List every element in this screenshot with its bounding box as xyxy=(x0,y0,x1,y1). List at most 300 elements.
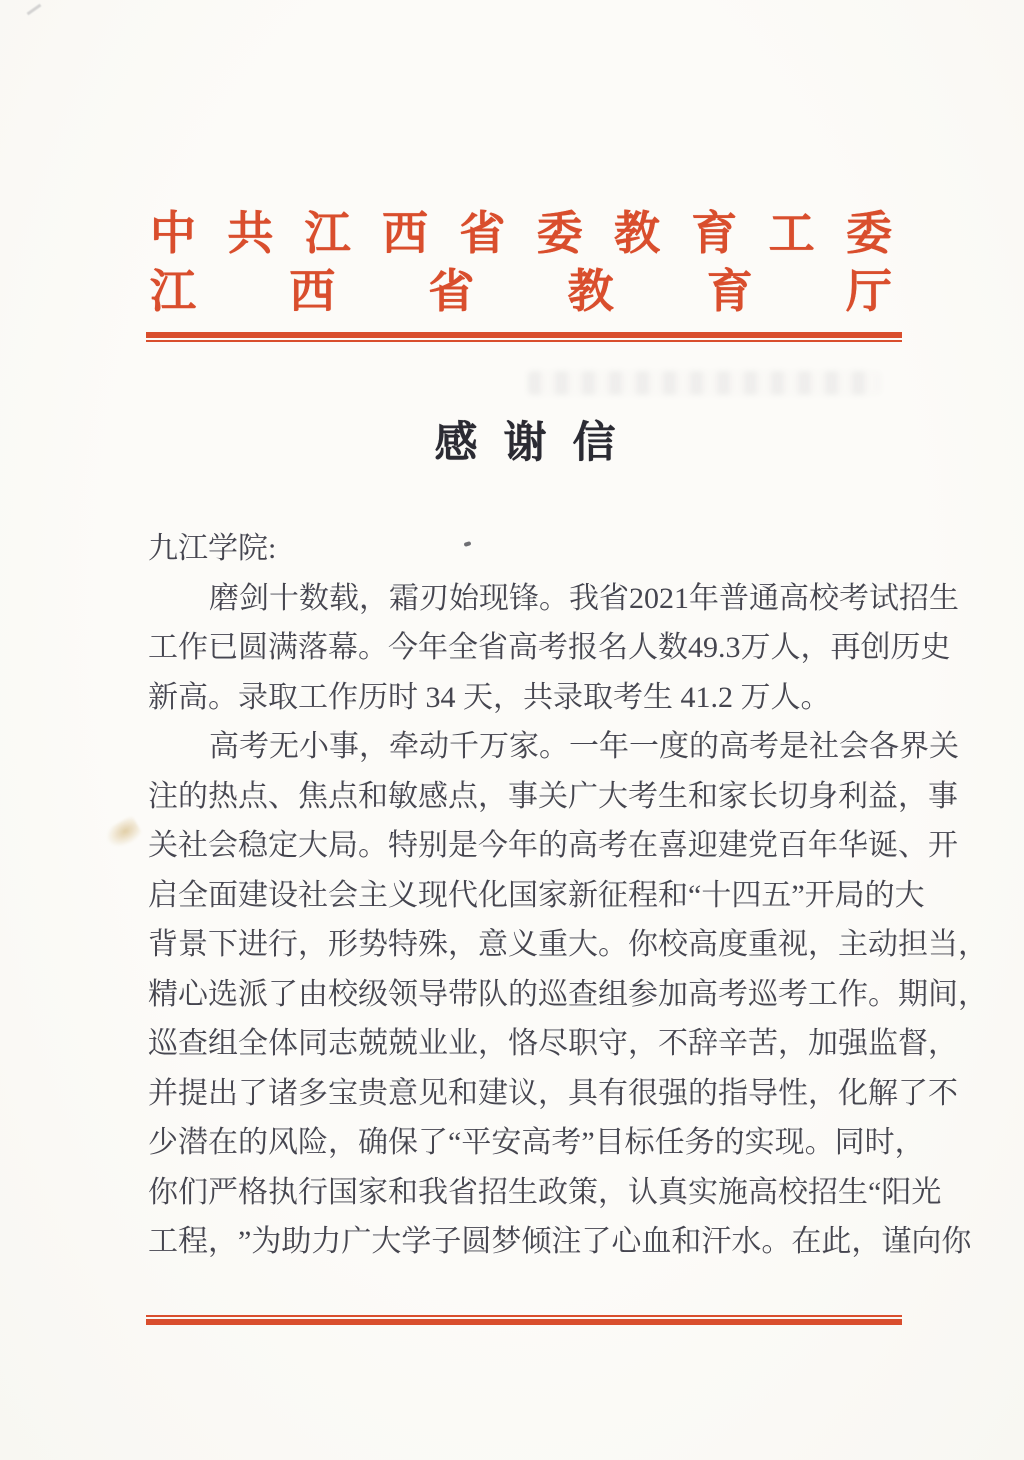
glyph-token: 已 xyxy=(208,631,238,664)
glyph-token: 时 xyxy=(864,1126,895,1159)
glyph-token: 事 xyxy=(329,730,359,763)
glyph-token: 界 xyxy=(899,730,929,763)
glyph-token: 征 xyxy=(598,878,628,912)
glyph-token: 精 xyxy=(148,977,178,1011)
glyph-token: 的 xyxy=(688,1076,718,1110)
glyph-token: 创 xyxy=(860,631,891,664)
body-line-14 xyxy=(148,1217,972,1267)
glyph-token: 和 xyxy=(448,1076,478,1110)
glyph-token: 间 xyxy=(928,977,958,1011)
glyph-token: 大 xyxy=(298,829,328,862)
glyph-token: 和 xyxy=(671,1225,702,1258)
glyph-token: 在 xyxy=(208,1126,238,1159)
glyph-token: 剑 xyxy=(239,581,269,615)
glyph-token: 幕 xyxy=(328,631,358,664)
glyph-token: 具 xyxy=(568,1076,598,1110)
glyph-token: 利 xyxy=(838,779,868,813)
glyph-token: 苦 xyxy=(748,1027,778,1060)
glyph-token: 你 xyxy=(148,1175,178,1209)
glyph-token: 强 xyxy=(658,1076,688,1110)
glyph-token: 同 xyxy=(298,1027,328,1060)
glyph-token: 年 xyxy=(508,829,538,862)
glyph-token: 考 xyxy=(538,631,568,664)
glyph-token: 人 xyxy=(628,631,658,664)
glyph-token: 行 xyxy=(268,928,298,961)
glyph-token: ， xyxy=(359,730,389,763)
glyph-token: 开 xyxy=(804,878,835,912)
salutation: 九江学院: xyxy=(148,532,277,565)
glyph-token: 牵 xyxy=(389,730,419,763)
glyph-token: 。 xyxy=(358,631,388,664)
glyph-token: 高 xyxy=(521,1126,552,1159)
glyph-token: 级 xyxy=(358,977,388,1011)
glyph-token: 组 xyxy=(208,1027,238,1060)
glyph-token: 职 xyxy=(568,1027,598,1060)
glyph-token: 十 xyxy=(701,878,732,912)
glyph-token: 动 xyxy=(868,928,898,961)
glyph-token: 高 xyxy=(209,730,239,763)
glyph-token: 招 xyxy=(899,581,929,615)
glyph-token: 关 xyxy=(929,730,959,763)
glyph-token: 政 xyxy=(538,1175,568,1209)
glyph-token: 省 xyxy=(599,581,629,615)
glyph-token: 。 xyxy=(868,977,898,1011)
glyph-token: 建 xyxy=(478,1076,508,1110)
glyph-token: 派 xyxy=(238,977,268,1011)
glyph-token: 注 xyxy=(551,1225,582,1258)
glyph-token: 查 xyxy=(178,1027,208,1060)
glyph-token: 家 xyxy=(538,878,568,912)
glyph-token: 厅 xyxy=(845,265,892,317)
glyph-token: 作 xyxy=(178,631,208,664)
glyph-token: 考 xyxy=(598,829,628,862)
glyph-token: 大 xyxy=(371,1225,402,1258)
glyph-token: 全 xyxy=(178,878,208,912)
glyph-token: 强 xyxy=(838,1027,868,1060)
glyph-token: 梦 xyxy=(491,1225,522,1258)
glyph-token: 贵 xyxy=(358,1076,388,1110)
glyph-token: 试 xyxy=(869,581,899,615)
glyph-token: 人 xyxy=(770,631,801,664)
glyph-token: 动 xyxy=(419,730,449,763)
glyph-token: 体 xyxy=(268,1027,298,1060)
glyph-token: 教 xyxy=(613,208,660,259)
glyph-token: 高 xyxy=(719,730,749,763)
glyph-token: 形 xyxy=(328,928,358,961)
glyph-token: 义 xyxy=(388,878,418,912)
glyph-token: 广 xyxy=(341,1225,372,1258)
glyph-token: 年 xyxy=(599,730,629,763)
glyph-token: 特 xyxy=(388,928,418,961)
glyph-token: 数 xyxy=(658,631,688,664)
glyph-token: 向 xyxy=(911,1225,942,1258)
glyph-token: 切 xyxy=(778,779,808,813)
glyph-token: 喜 xyxy=(658,829,688,862)
glyph-token: 参 xyxy=(628,977,658,1011)
glyph-token: 守 xyxy=(598,1027,628,1060)
header-rule-thin-line xyxy=(146,340,902,342)
glyph-token: 议 xyxy=(508,1076,538,1110)
glyph-token: 监 xyxy=(868,1027,898,1060)
glyph-token: 热 xyxy=(208,779,238,813)
glyph-token: 启 xyxy=(148,878,178,912)
glyph-token: 考 xyxy=(839,581,869,615)
glyph-token: 工 xyxy=(808,977,838,1011)
glyph-token: ， xyxy=(778,1027,808,1060)
glyph-token: 不 xyxy=(658,1027,688,1060)
glyph-token: 高 xyxy=(568,829,598,862)
glyph-token: 险 xyxy=(298,1126,328,1159)
glyph-token: 心 xyxy=(611,1225,642,1258)
glyph-token: 始 xyxy=(449,581,479,615)
glyph-token: 现 xyxy=(479,581,509,615)
glyph-token: 霜 xyxy=(389,581,419,615)
glyph-token: 共 xyxy=(227,208,274,259)
glyph-token: 生 xyxy=(658,779,688,813)
glyph-token: 程 xyxy=(178,1225,208,1258)
glyph-token: 满 xyxy=(268,631,298,664)
glyph-token: 度 xyxy=(718,928,748,961)
glyph-token: 社 xyxy=(809,730,839,763)
glyph-token: 心 xyxy=(178,977,208,1011)
glyph-token: 校 xyxy=(658,928,688,961)
glyph-token: 长 xyxy=(748,779,778,813)
glyph-token: 巡 xyxy=(538,977,568,1011)
body-line-13 xyxy=(148,1168,942,1218)
glyph-token: 省 xyxy=(459,208,506,259)
glyph-token: 的 xyxy=(714,1126,745,1159)
glyph-token: 目 xyxy=(594,1126,625,1159)
glyph-token: 会 xyxy=(839,730,869,763)
ink-bleedthrough-smudge xyxy=(528,371,880,395)
glyph-token: 会 xyxy=(208,829,238,862)
glyph-token: 任 xyxy=(654,1126,685,1159)
glyph-token: 考 xyxy=(239,730,269,763)
glyph-token: 全 xyxy=(238,1027,268,1060)
glyph-token: 程 xyxy=(628,878,658,912)
glyph-token: 数 xyxy=(299,581,329,615)
glyph-token: 通 xyxy=(749,581,779,615)
glyph-token: 行 xyxy=(298,1175,328,1209)
glyph-token: 现 xyxy=(418,878,448,912)
glyph-token: 力 xyxy=(311,1225,342,1258)
glyph-token: 选 xyxy=(208,977,238,1011)
glyph-token: 校 xyxy=(809,581,839,615)
glyph-token: 、 xyxy=(268,779,298,813)
glyph-token: 潜 xyxy=(178,1126,208,1159)
glyph-token: 谢 xyxy=(503,420,547,467)
glyph-token: 此 xyxy=(821,1225,852,1258)
glyph-token: 意 xyxy=(388,1076,418,1110)
body-line-9 xyxy=(148,970,988,1020)
glyph-token: 为 xyxy=(251,1225,282,1258)
glyph-token: 同 xyxy=(834,1126,865,1159)
glyph-token: 和 xyxy=(358,779,388,813)
glyph-token: 高 xyxy=(688,928,718,961)
body-line-12 xyxy=(148,1118,925,1168)
glyph-token: 敏 xyxy=(388,779,418,813)
glyph-token: 省 xyxy=(478,631,508,664)
glyph-token: 大 xyxy=(894,878,925,912)
glyph-token: 宝 xyxy=(328,1076,358,1110)
glyph-token: 中 xyxy=(150,208,196,259)
glyph-token: 生 xyxy=(838,1175,868,1209)
glyph-token: 作 xyxy=(838,977,868,1011)
glyph-token: 49.3 xyxy=(688,631,741,664)
glyph-token: 工 xyxy=(148,1225,178,1258)
glyph-token: 家 xyxy=(509,730,539,763)
glyph-token: 社 xyxy=(178,829,208,862)
glyph-token: 江 xyxy=(150,265,196,317)
glyph-token: 稳 xyxy=(238,829,268,862)
glyph-token: 巡 xyxy=(748,977,778,1011)
glyph-token: 的 xyxy=(238,1126,268,1159)
glyph-token: 志 xyxy=(328,1027,358,1060)
glyph-token: 家 xyxy=(358,1175,388,1209)
glyph-token: 建 xyxy=(238,878,268,912)
glyph-token: 殊 xyxy=(418,928,448,961)
glyph-token: 景 xyxy=(178,928,208,961)
glyph-token: 委 xyxy=(536,208,583,259)
glyph-token: 高 xyxy=(688,977,718,1011)
glyph-token: 我 xyxy=(569,581,599,615)
glyph-token: 导 xyxy=(418,977,448,1011)
glyph-token: 平 xyxy=(461,1126,492,1159)
glyph-token: 谨 xyxy=(881,1225,912,1258)
glyph-token: 进 xyxy=(238,928,268,961)
glyph-token: 局 xyxy=(328,829,358,862)
glyph-token: 化 xyxy=(478,878,508,912)
glyph-token: 由 xyxy=(298,977,328,1011)
glyph-token: 全 xyxy=(448,631,478,664)
glyph-token: 感 xyxy=(434,420,478,467)
glyph-token: 面 xyxy=(208,878,238,912)
glyph-token: 背 xyxy=(148,928,178,961)
glyph-token: 汗 xyxy=(701,1225,732,1258)
glyph-token: 一 xyxy=(569,730,599,763)
glyph-token: 考 xyxy=(551,1126,582,1159)
glyph-token: 育 xyxy=(706,265,753,317)
glyph-token: 千 xyxy=(449,730,479,763)
glyph-token: 尽 xyxy=(538,1027,568,1060)
glyph-token: 。 xyxy=(598,928,628,961)
glyph-token: ， xyxy=(359,581,389,615)
glyph-token: 是 xyxy=(448,829,478,862)
glyph-token: 史 xyxy=(920,631,951,664)
glyph-token: ” xyxy=(791,878,805,912)
glyph-token: 光 xyxy=(911,1175,942,1209)
body-line-10 xyxy=(148,1019,958,1069)
glyph-token: 和 xyxy=(658,878,688,912)
glyph-token: 名 xyxy=(598,631,628,664)
glyph-token: 血 xyxy=(641,1225,672,1258)
glyph-token: 别 xyxy=(418,829,448,862)
glyph-token: 育 xyxy=(691,208,738,259)
glyph-token: 工 xyxy=(768,208,815,259)
glyph-token: 工 xyxy=(148,631,178,664)
glyph-token: ， xyxy=(958,928,988,961)
glyph-token: 领 xyxy=(388,977,418,1011)
glyph-token: 的 xyxy=(864,878,895,912)
glyph-token: ， xyxy=(800,631,831,664)
glyph-token: 施 xyxy=(718,1175,748,1209)
glyph-token: 解 xyxy=(868,1076,898,1110)
glyph-token: 实 xyxy=(744,1126,775,1159)
glyph-token: 子 xyxy=(431,1225,462,1258)
glyph-token: 信 xyxy=(572,420,616,467)
glyph-token: 助 xyxy=(281,1225,312,1258)
glyph-token: 注 xyxy=(148,779,178,813)
glyph-token: 策 xyxy=(568,1175,598,1209)
glyph-token: 万 xyxy=(740,631,771,664)
glyph-token: 主 xyxy=(838,928,868,961)
glyph-token: 导 xyxy=(748,1076,778,1110)
glyph-token: 少 xyxy=(148,1126,178,1159)
glyph-token: 西 xyxy=(381,208,428,259)
document-title xyxy=(0,420,1024,467)
scan-scratch-mark xyxy=(27,4,42,16)
glyph-token: 华 xyxy=(838,829,868,862)
glyph-token: 指 xyxy=(718,1076,748,1110)
glyph-token: 大 xyxy=(598,779,628,813)
glyph-token: 度 xyxy=(659,730,689,763)
glyph-token: 今 xyxy=(388,631,418,664)
glyph-token: “ xyxy=(688,878,702,912)
glyph-token: “ xyxy=(448,1126,462,1159)
glyph-token: 年 xyxy=(808,829,838,862)
glyph-token: “ xyxy=(868,1175,882,1209)
body-line-5 xyxy=(148,772,958,822)
glyph-token: 事 xyxy=(508,779,538,813)
glyph-token: 巡 xyxy=(148,1027,178,1060)
glyph-token: 年 xyxy=(689,581,719,615)
glyph-token: 事 xyxy=(928,779,958,813)
glyph-token: 。 xyxy=(358,829,388,862)
glyph-token: 教 xyxy=(567,265,614,317)
glyph-token: ” xyxy=(581,1126,595,1159)
glyph-token: 设 xyxy=(268,878,298,912)
glyph-token: ， xyxy=(808,928,838,961)
glyph-token: 期 xyxy=(898,977,928,1011)
glyph-token: 辞 xyxy=(688,1027,718,1060)
glyph-token: 党 xyxy=(748,829,778,862)
glyph-token: 落 xyxy=(298,631,328,664)
glyph-token: 带 xyxy=(448,977,478,1011)
glyph-token: 是 xyxy=(779,730,809,763)
letterhead-line-2 xyxy=(150,266,892,318)
glyph-token: ， xyxy=(894,1126,925,1159)
glyph-token: 的 xyxy=(689,730,719,763)
glyph-token: 诸 xyxy=(268,1076,298,1110)
glyph-token: 保 xyxy=(388,1126,418,1159)
glyph-token: 五 xyxy=(761,878,792,912)
glyph-token: 大 xyxy=(568,928,598,961)
glyph-token: 报 xyxy=(568,631,598,664)
glyph-token: 考 xyxy=(718,977,748,1011)
glyph-token: 标 xyxy=(624,1126,655,1159)
body-line-1 xyxy=(148,574,959,624)
glyph-token: 意 xyxy=(478,928,508,961)
glyph-token: ” xyxy=(238,1225,252,1258)
glyph-token: 四 xyxy=(731,878,762,912)
letterhead-line-1 xyxy=(150,208,892,260)
glyph-token: ， xyxy=(478,1027,508,1060)
glyph-token: ， xyxy=(538,1076,568,1110)
glyph-token: 视 xyxy=(778,928,808,961)
glyph-token: 当 xyxy=(928,928,958,961)
glyph-token: 在 xyxy=(628,829,658,862)
body-line-4 xyxy=(148,722,959,772)
glyph-token: 开 xyxy=(928,829,958,862)
glyph-token: 安 xyxy=(491,1126,522,1159)
glyph-token: 建 xyxy=(718,829,748,862)
glyph-token: 确 xyxy=(358,1126,388,1159)
footer-rule-thin-line xyxy=(146,1315,902,1317)
glyph-token: 查 xyxy=(568,977,598,1011)
glyph-token: 招 xyxy=(478,1175,508,1209)
glyph-token: 组 xyxy=(598,977,628,1011)
glyph-token: 性 xyxy=(778,1076,808,1110)
glyph-token: 2021 xyxy=(629,581,689,615)
glyph-token: ， xyxy=(478,779,508,813)
glyph-token: 西 xyxy=(289,265,336,317)
glyph-token: 省 xyxy=(448,1175,478,1209)
glyph-token: 不 xyxy=(928,1076,958,1110)
glyph-token: 。 xyxy=(539,730,569,763)
glyph-token: 磨 xyxy=(209,581,239,615)
glyph-token: ， xyxy=(808,1076,838,1110)
glyph-token: 你 xyxy=(941,1225,972,1258)
glyph-token: 高 xyxy=(748,1175,778,1209)
glyph-token: 锋 xyxy=(509,581,539,615)
glyph-token: 今 xyxy=(478,829,508,862)
glyph-token: 实 xyxy=(688,1175,718,1209)
glyph-token: 有 xyxy=(598,1076,628,1110)
glyph-token: 见 xyxy=(418,1076,448,1110)
glyph-token: ， xyxy=(328,1126,358,1159)
glyph-token: 校 xyxy=(328,977,358,1011)
glyph-token: 的 xyxy=(178,779,208,813)
glyph-token: 身 xyxy=(808,779,838,813)
body-line-6 xyxy=(148,821,958,871)
glyph-token: 定 xyxy=(268,829,298,862)
glyph-token: 下 xyxy=(208,928,238,961)
glyph-token: 生 xyxy=(929,581,959,615)
glyph-token: 国 xyxy=(508,878,538,912)
glyph-token: 再 xyxy=(830,631,861,664)
glyph-token: 并 xyxy=(148,1076,178,1110)
glyph-token: 省 xyxy=(428,265,475,317)
body-line-3: 新高。录取工作历时 34 天，共录取考生 41.2 万人。 xyxy=(148,680,831,714)
glyph-token: ， xyxy=(208,1225,238,1258)
header-rule-thick-line xyxy=(146,332,902,338)
glyph-token: 一 xyxy=(629,730,659,763)
glyph-token: 你 xyxy=(628,928,658,961)
glyph-token: 真 xyxy=(658,1175,688,1209)
glyph-token: 。 xyxy=(539,581,569,615)
glyph-token: 加 xyxy=(808,1027,838,1060)
glyph-token: 普 xyxy=(719,581,749,615)
body-line-7 xyxy=(148,871,925,921)
glyph-token: 关 xyxy=(148,829,178,862)
glyph-token: 会 xyxy=(328,878,358,912)
glyph-token: 、 xyxy=(898,829,928,862)
glyph-token: 特 xyxy=(388,829,418,862)
glyph-token: ， xyxy=(448,928,478,961)
body-line-8 xyxy=(148,920,988,970)
glyph-token: 辛 xyxy=(718,1027,748,1060)
glyph-token: 格 xyxy=(238,1175,268,1209)
